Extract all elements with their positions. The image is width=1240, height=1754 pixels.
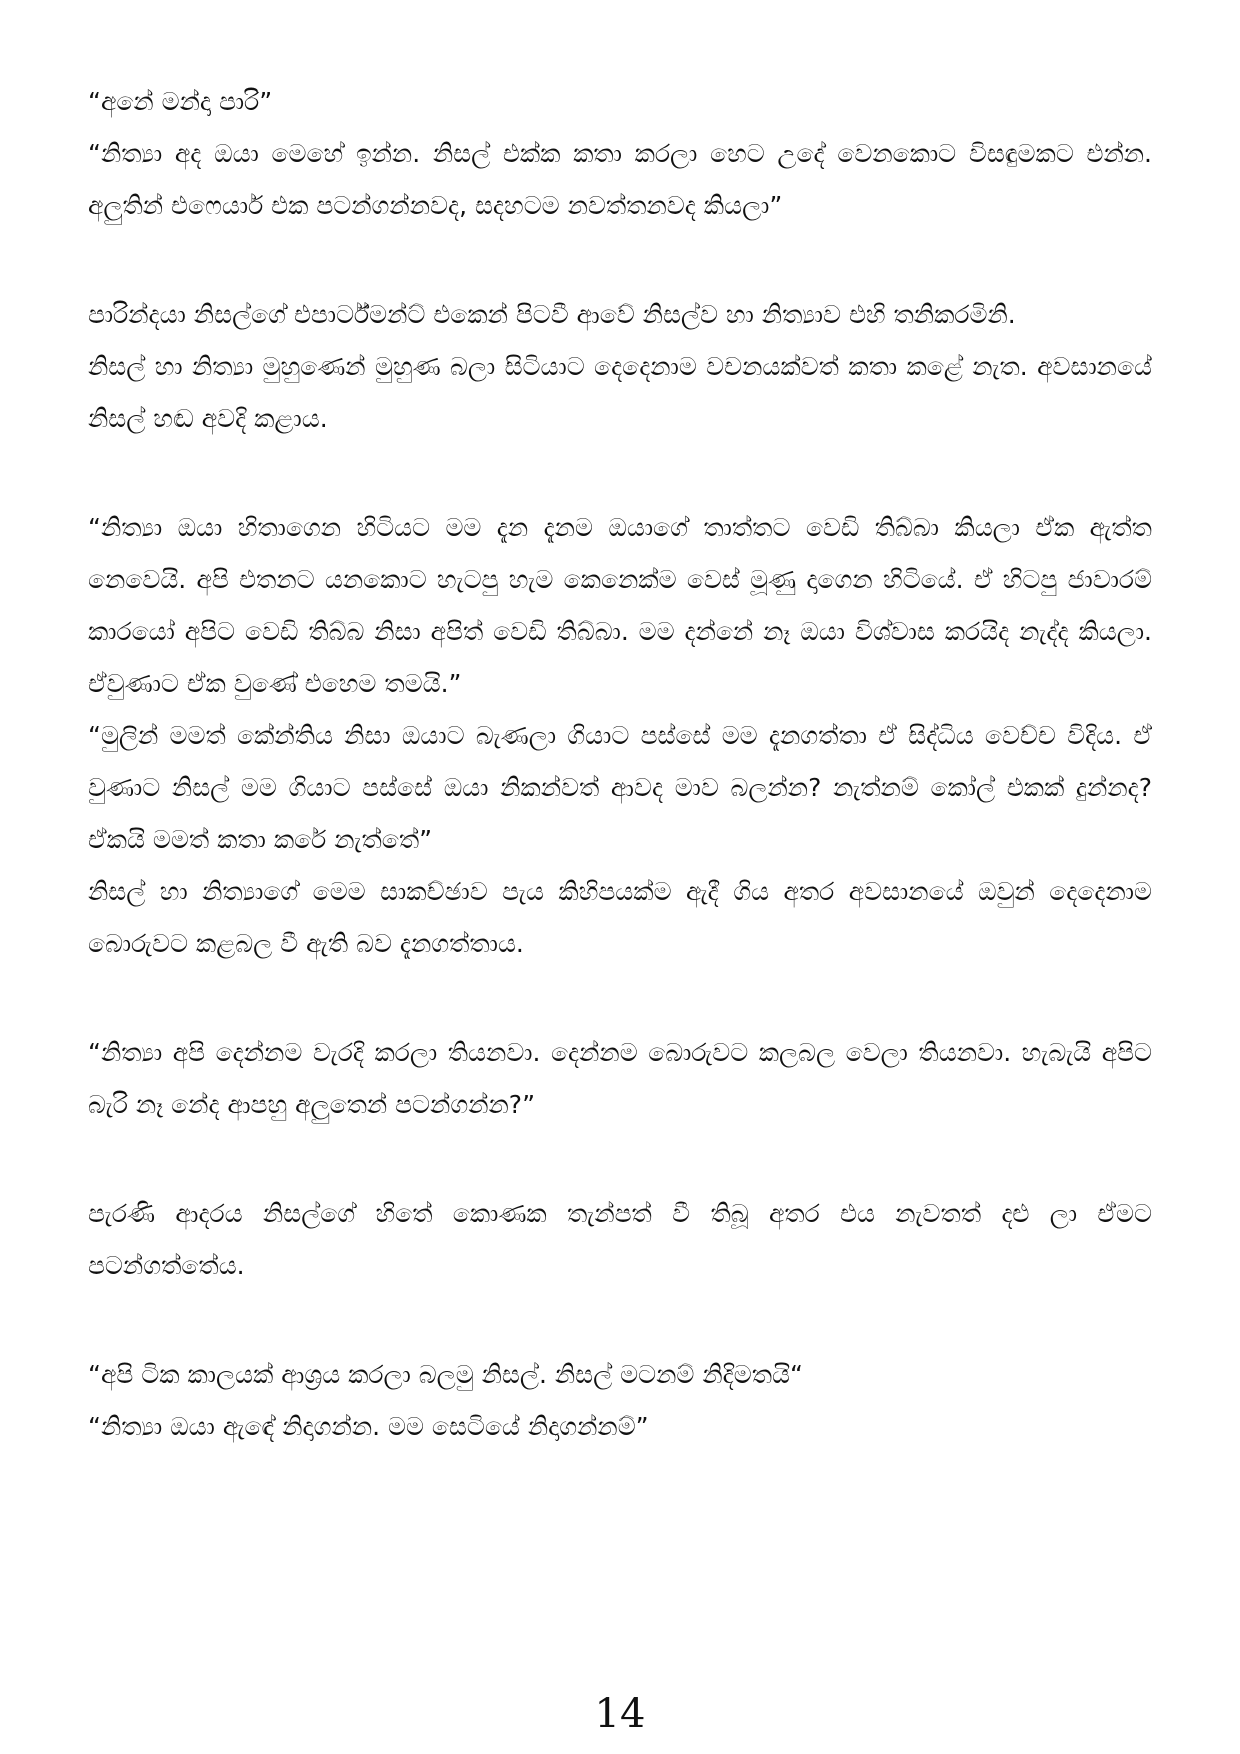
paragraph-gap <box>88 445 1152 502</box>
paragraph-gap <box>88 1292 1152 1349</box>
paragraph: “නිත්‍යා ඔයා හිතාගෙන හිටියට මම දැන දැනම ඔයාගේ තාත්තට වෙඩි තිබ්බා කියලා ඒක ඇත්ත නෙවෙයි. අපි එතනට යනකොට හැටපු හැම කෙනෙක්ම වෙස් මූණු දාගෙන හිටියේ. ඒ හිටපු ජාවාරම් කාරයෝ අපිට වෙඩි තිබ්බ නිසා අපිත් වෙඩි තිබ්බා. මම දන්නේ නෑ ඔයා විශ්වාස කරයිද නැද්ද කියලා. ඒවුණාට ඒක වුණේ එහෙම තමයි.” <box>88 513 1152 698</box>
paragraph: නිසල් හා නිත්‍යා මුහුණෙන් මුහුණ බලා සිටියාට දෙදෙනාම වචනයක්වත් කතා කළේ නැත. අවසානයේ නිසල් හඬ අවදි කළාය. <box>88 352 1152 433</box>
paragraph: “අපි ටික කාලයක් ආශ්‍රය කරලා බලමු නිසල්. නිසල් මටනම් නිදිමතයි“ <box>88 1360 803 1389</box>
paragraph-gap <box>88 1131 1152 1188</box>
paragraph: “මුලින් මමත් කේන්තිය නිසා ඔයාට බැණලා ගියාට පස්සේ මම දැනගත්තා ඒ සිද්ධිය වෙච්ච විදිය. ඒ වුණාට නිසල් මම ගියාට පස්සේ ඔයා නිකන්වත් ආවද මාව බලන්න? නැත්නම් කෝල් එකක් දුන්නද? ඒකයි මමත් කතා කරේ නැත්තේ” <box>88 721 1152 854</box>
paragraph-gap <box>88 232 1152 289</box>
paragraph-gap <box>88 970 1152 1027</box>
paragraph: “අනේ මන්දා පාරි” <box>88 87 273 116</box>
paragraph: පැරණි ආදරය නිසල්ගේ හිතේ කොණක තැන්පත් වී තිබූ අතර එය නැවතත් දළු ලා ඒමට පටන්ගත්තේය. <box>88 1199 1152 1280</box>
paragraph: “නිත්‍යා අද ඔයා මෙහේ ඉන්න. නිසල් එක්ක කතා කරලා හෙට උදේ වෙනකොට විසඳුමකට එන්න. අලුතින් එෆෙයාර් එක පටන්ගන්නවද, සදහටම නවත්තනවද කියලා” <box>88 139 1152 220</box>
paragraph: “නිත්‍යා ඔයා ඇඳේ නිදාගන්න. මම සෙටියේ නිදාගන්නම්” <box>88 1412 649 1441</box>
paragraph: “නිත්‍යා අපි දෙන්නම වැරදි කරලා තියනවා. දෙන්නම බොරුවට කලබල වෙලා තියනවා. හැබැයි අපිට බැරි නෑ නේද ආපහු අලුතෙන් පටන්ගන්න?” <box>88 1038 1152 1119</box>
paragraph: පාරින්දයා නිසල්ගේ එපාර්ට්මන්ට් එකෙන් පිටවී ආවේ නිසල්ව හා නිත්‍යාව එහි තනිකරමිනි. <box>88 300 1016 329</box>
page-number: 14 <box>594 1691 646 1737</box>
body-text <box>88 76 1152 1453</box>
paragraph: නිසල් හා නිත්‍යාගේ මෙම සාකච්ඡාව පැය කිහිපයක්ම ඇදී ගිය අතර අවසානයේ ඔවුන් දෙදෙනාම බොරුවට කළබල වී ඇති බව දැනගත්තාය. <box>88 877 1152 958</box>
